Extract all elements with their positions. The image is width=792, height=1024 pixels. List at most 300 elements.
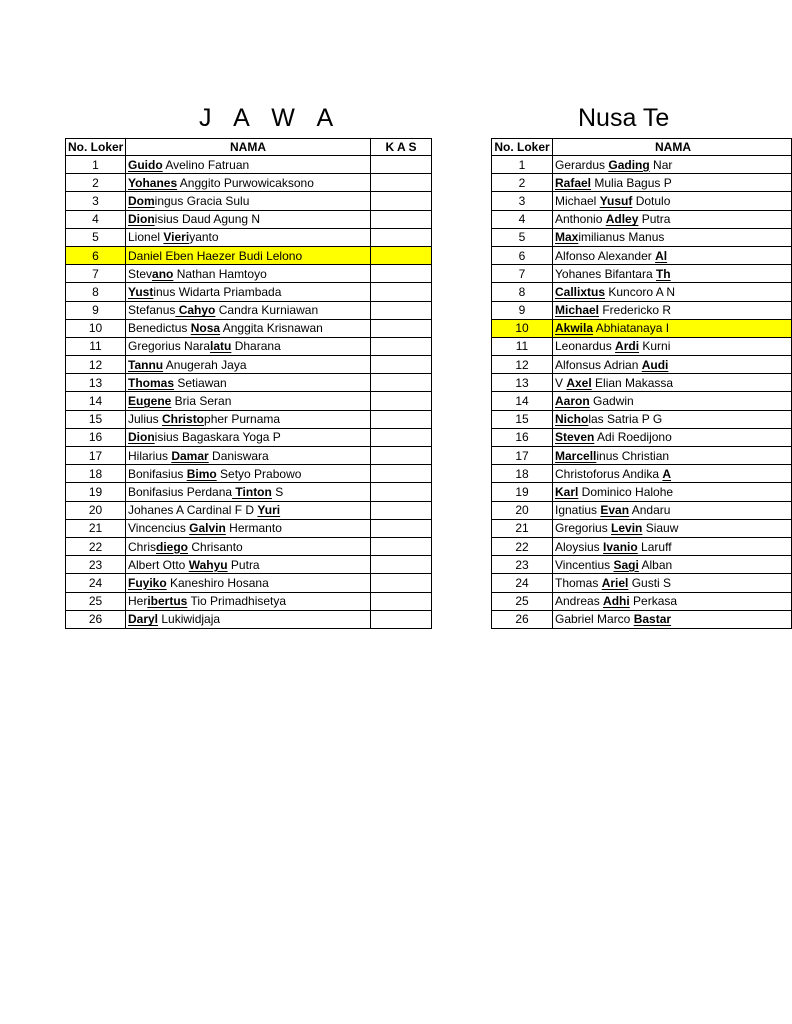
name-nickname-part: Callixtus <box>555 284 606 299</box>
table-row <box>492 246 792 264</box>
locker-number-cell[interactable]: 19 <box>66 483 126 501</box>
kas-cell[interactable] <box>371 374 432 392</box>
student-name-cell[interactable] <box>553 337 792 355</box>
name-nickname-part: Bastar <box>633 612 672 627</box>
student-name-cell[interactable] <box>126 192 371 210</box>
locker-number-cell[interactable]: 19 <box>492 483 553 501</box>
locker-number-cell[interactable]: 16 <box>492 428 553 446</box>
kas-cell[interactable] <box>371 483 432 501</box>
student-name-cell[interactable] <box>553 447 792 465</box>
name-text-part: Dharana <box>231 339 281 354</box>
table-row <box>66 447 432 465</box>
locker-number-cell[interactable]: 15 <box>492 410 553 428</box>
locker-number-cell[interactable]: 16 <box>66 428 126 446</box>
student-name-cell[interactable] <box>553 283 792 301</box>
name-nickname-part: Al <box>655 248 668 263</box>
name-nickname-part: Dion <box>128 430 155 445</box>
name-text-part: Fredericko R <box>599 303 672 318</box>
table-row <box>66 483 432 501</box>
name-text-part: V <box>555 375 567 390</box>
student-name-cell[interactable] <box>126 592 371 610</box>
name-text-part: Gregorius <box>555 521 612 536</box>
name-text-part: Gerardus <box>555 157 609 172</box>
student-name-cell[interactable] <box>553 301 792 319</box>
kas-cell[interactable] <box>371 174 432 192</box>
student-name-cell[interactable] <box>126 246 371 264</box>
kas-cell[interactable] <box>371 210 432 228</box>
kas-cell[interactable] <box>371 265 432 283</box>
table-row <box>66 283 432 301</box>
name-text-part: Tio Primadhisetya <box>187 594 287 609</box>
name-nickname-part: Karl <box>555 484 579 499</box>
table-row <box>492 501 792 519</box>
name-nickname-part: Yusuf <box>599 193 633 208</box>
table-row <box>66 465 432 483</box>
student-name-cell[interactable] <box>553 574 792 592</box>
kas-cell[interactable] <box>371 356 432 374</box>
name-text-part: Thomas <box>555 575 602 590</box>
table-row <box>492 465 792 483</box>
name-text-part: Hilarius <box>128 448 172 463</box>
table-row <box>492 228 792 246</box>
student-name-cell[interactable] <box>126 465 371 483</box>
table-row <box>492 556 792 574</box>
name-nickname-part: Guido <box>128 157 163 172</box>
kas-cell[interactable] <box>371 428 432 446</box>
student-name-cell[interactable] <box>553 410 792 428</box>
locker-number-cell[interactable]: 10 <box>492 319 553 337</box>
locker-number-cell[interactable]: 14 <box>66 392 126 410</box>
table-row <box>492 337 792 355</box>
name-nickname-part: Audi <box>641 357 669 372</box>
nusa-tenggara-title: Nusa Te <box>578 104 670 132</box>
student-name-cell[interactable] <box>553 374 792 392</box>
name-text-part: Ignatius <box>555 503 601 518</box>
locker-number-cell[interactable]: 11 <box>492 337 553 355</box>
name-text-part: imilianus Manus <box>578 230 665 245</box>
table-row <box>66 556 432 574</box>
name-text-part: Albert Otto <box>128 557 189 572</box>
table-row <box>492 392 792 410</box>
kas-cell[interactable] <box>371 574 432 592</box>
name-nickname-part: Bimo <box>186 466 217 481</box>
table-row <box>66 174 432 192</box>
student-name-cell[interactable] <box>553 465 792 483</box>
name-text-part: S <box>271 484 284 499</box>
name-text-part: Kurni <box>639 339 671 354</box>
name-text-part: Gabriel Marco <box>555 612 634 627</box>
kas-cell[interactable] <box>371 519 432 537</box>
student-name-cell[interactable] <box>553 483 792 501</box>
name-text-part: ingus Gracia Sulu <box>154 193 250 208</box>
student-name-cell[interactable] <box>553 156 792 174</box>
kas-cell[interactable] <box>371 283 432 301</box>
name-nickname-part: Daryl <box>128 612 159 627</box>
locker-number-cell[interactable]: 26 <box>492 610 553 628</box>
locker-number-cell[interactable]: 9 <box>66 301 126 319</box>
name-nickname-part: Michael <box>555 303 600 318</box>
name-text-part: Lionel <box>128 230 164 245</box>
jawa-title: J A W A <box>199 104 342 132</box>
name-nickname-part: A <box>662 466 672 481</box>
table-row <box>492 156 792 174</box>
name-nickname-part: Evan <box>600 503 630 518</box>
name-text-part: Putra <box>638 212 671 227</box>
locker-number-cell[interactable]: 3 <box>66 192 126 210</box>
locker-number-cell[interactable]: 17 <box>492 447 553 465</box>
student-name-cell[interactable] <box>553 519 792 537</box>
name-text-part: Anggito Purwowicaksono <box>177 175 314 190</box>
name-text-part: Chrisanto <box>188 539 243 554</box>
name-nickname-part: Aaron <box>555 394 590 409</box>
locker-number-cell[interactable]: 6 <box>66 246 126 264</box>
name-text-part: Dotulo <box>632 193 671 208</box>
student-name-cell[interactable] <box>126 574 371 592</box>
name-text-part: Johanes A Cardinal F D <box>128 503 258 518</box>
name-text-part: Anggita Krisnawan <box>220 321 323 336</box>
student-name-cell[interactable] <box>126 337 371 355</box>
table-row <box>66 410 432 428</box>
table-row <box>66 610 432 628</box>
locker-number-cell[interactable]: 21 <box>66 519 126 537</box>
name-text-part: Siauw <box>642 521 679 536</box>
table-row <box>66 210 432 228</box>
student-name-cell[interactable] <box>126 156 371 174</box>
name-text-part: Andreas <box>555 594 604 609</box>
name-nickname-part: Cahyo <box>175 303 216 318</box>
name-text-part: Vincentius <box>555 557 614 572</box>
student-name-cell[interactable] <box>126 519 371 537</box>
table-row <box>66 574 432 592</box>
name-nickname-part: diego <box>156 539 189 554</box>
locker-number-cell[interactable]: 10 <box>66 319 126 337</box>
table-row <box>66 374 432 392</box>
table-row <box>492 374 792 392</box>
student-name-cell[interactable] <box>553 428 792 446</box>
table-row <box>66 319 432 337</box>
table-row <box>66 301 432 319</box>
name-text-part: Putra <box>227 557 260 572</box>
student-name-cell[interactable] <box>126 210 371 228</box>
kas-cell[interactable] <box>371 447 432 465</box>
name-nickname-part: Sagi <box>613 557 639 572</box>
name-nickname-part: Akwila <box>555 321 594 336</box>
name-nickname-part: Yohanes <box>128 175 178 190</box>
locker-number-cell[interactable]: 25 <box>492 592 553 610</box>
name-nickname-part: Yust <box>128 284 154 299</box>
table-row <box>66 392 432 410</box>
name-nickname-part: Axel <box>566 375 592 390</box>
header-kas: K A S <box>371 139 432 156</box>
name-text-part: Elian Makassa <box>591 375 674 390</box>
kas-cell[interactable] <box>371 556 432 574</box>
table-row <box>66 337 432 355</box>
name-text-part: Stefanus <box>128 303 176 318</box>
student-name-cell[interactable] <box>126 410 371 428</box>
name-nickname-part: Yuri <box>257 503 281 518</box>
table-row <box>66 246 432 264</box>
table-row <box>492 174 792 192</box>
name-nickname-part: Vieri <box>163 230 190 245</box>
table-row <box>492 537 792 555</box>
name-nickname-part: Th <box>655 266 671 281</box>
table-row <box>492 592 792 610</box>
name-text-part: Perkasa <box>629 594 678 609</box>
locker-number-cell[interactable]: 7 <box>492 265 553 283</box>
kas-cell[interactable] <box>371 501 432 519</box>
locker-number-cell[interactable]: 12 <box>492 356 553 374</box>
name-nickname-part: Tinton <box>232 484 272 499</box>
table-row <box>492 283 792 301</box>
student-name-cell[interactable] <box>553 610 792 628</box>
name-text-part: Kaneshiro Hosana <box>166 575 269 590</box>
table-row <box>66 501 432 519</box>
kas-cell[interactable] <box>371 610 432 628</box>
locker-number-cell[interactable]: 20 <box>66 501 126 519</box>
table-row <box>492 319 792 337</box>
locker-number-cell[interactable]: 17 <box>66 447 126 465</box>
name-nickname-part: Thomas <box>128 375 175 390</box>
name-text-part: Gusti S <box>628 575 672 590</box>
name-nickname-part: Tannu <box>128 357 164 372</box>
locker-number-cell[interactable]: 1 <box>492 156 553 174</box>
locker-number-cell[interactable]: 24 <box>66 574 126 592</box>
student-name-cell[interactable] <box>126 228 371 246</box>
name-text-part: Alfonsus Adrian <box>555 357 642 372</box>
name-text-part: Candra Kurniawan <box>215 303 319 318</box>
name-nickname-part: Galvin <box>189 521 226 536</box>
name-text-part: pher Purnama <box>204 412 281 427</box>
name-text-part: isius Daud Agung N <box>154 212 261 227</box>
table-row <box>492 301 792 319</box>
locker-number-cell[interactable]: 3 <box>492 192 553 210</box>
table-row <box>492 210 792 228</box>
locker-number-cell[interactable]: 8 <box>66 283 126 301</box>
name-text-part: Leonardus <box>555 339 616 354</box>
name-text-part: Stev <box>128 266 153 281</box>
table-row <box>66 228 432 246</box>
student-name-cell[interactable] <box>553 501 792 519</box>
student-name-cell[interactable] <box>126 610 371 628</box>
locker-number-cell[interactable]: 2 <box>66 174 126 192</box>
table-row <box>66 592 432 610</box>
student-name-cell[interactable] <box>126 283 371 301</box>
student-name-cell[interactable] <box>126 556 371 574</box>
kas-cell[interactable] <box>371 192 432 210</box>
name-text-part: Anthonio <box>555 212 606 227</box>
locker-number-cell[interactable]: 4 <box>492 210 553 228</box>
name-nickname-part: Ivanio <box>603 539 638 554</box>
table-row <box>66 192 432 210</box>
table-row <box>66 356 432 374</box>
locker-number-cell[interactable]: 25 <box>66 592 126 610</box>
kas-cell[interactable] <box>371 156 432 174</box>
name-text-part: Anugerah Jaya <box>163 357 247 372</box>
student-name-cell[interactable] <box>126 447 371 465</box>
name-nickname-part: Gading <box>608 157 650 172</box>
locker-number-cell[interactable]: 8 <box>492 283 553 301</box>
student-name-cell[interactable] <box>126 392 371 410</box>
kas-cell[interactable] <box>371 337 432 355</box>
student-name-cell[interactable] <box>126 174 371 192</box>
locker-number-cell[interactable]: 15 <box>66 410 126 428</box>
name-nickname-part: Rafael <box>555 175 592 190</box>
name-text-part: Daniel Eben Haezer Budi Lelono <box>128 248 303 263</box>
student-name-cell[interactable] <box>126 319 371 337</box>
student-name-cell[interactable] <box>553 210 792 228</box>
kas-cell[interactable] <box>371 319 432 337</box>
name-text-part: inus Christian <box>596 448 670 463</box>
locker-number-cell[interactable]: 2 <box>492 174 553 192</box>
student-name-cell[interactable] <box>553 537 792 555</box>
table-row <box>492 574 792 592</box>
name-text-part: Dominico Halohe <box>578 484 674 499</box>
student-name-cell[interactable] <box>126 265 371 283</box>
locker-number-cell[interactable]: 1 <box>66 156 126 174</box>
name-text-part: Chris <box>128 539 157 554</box>
name-nickname-part: Fuyiko <box>128 575 167 590</box>
table-row <box>66 265 432 283</box>
locker-number-cell[interactable]: 5 <box>492 228 553 246</box>
name-text-part: Gregorius Nara <box>128 339 211 354</box>
student-name-cell[interactable] <box>553 556 792 574</box>
locker-number-cell[interactable]: 22 <box>492 537 553 555</box>
header-name: NAMA <box>126 139 371 156</box>
name-text-part: Setiawan <box>174 375 227 390</box>
locker-number-cell[interactable]: 21 <box>492 519 553 537</box>
table-row <box>492 483 792 501</box>
table-row <box>492 519 792 537</box>
name-nickname-part: Damar <box>171 448 209 463</box>
name-text-part: yanto <box>189 230 219 245</box>
locker-number-cell[interactable]: 12 <box>66 356 126 374</box>
locker-number-cell[interactable]: 13 <box>66 374 126 392</box>
name-text-part: Mulia Bagus P <box>591 175 672 190</box>
kas-cell[interactable] <box>371 246 432 264</box>
kas-cell[interactable] <box>371 410 432 428</box>
name-text-part: Adi Roedijono <box>594 430 672 445</box>
locker-number-cell[interactable]: 9 <box>492 301 553 319</box>
header-name: NAMA <box>553 139 792 156</box>
kas-cell[interactable] <box>371 537 432 555</box>
table-row <box>492 265 792 283</box>
name-text-part: Bria Seran <box>171 394 232 409</box>
locker-number-cell[interactable]: 13 <box>492 374 553 392</box>
student-name-cell[interactable] <box>126 537 371 555</box>
locker-number-cell[interactable]: 24 <box>492 574 553 592</box>
table-row <box>66 519 432 537</box>
student-name-cell[interactable] <box>553 228 792 246</box>
student-name-cell[interactable] <box>553 356 792 374</box>
student-name-cell[interactable] <box>553 246 792 264</box>
name-text-part: Michael <box>555 193 600 208</box>
student-name-cell[interactable] <box>126 501 371 519</box>
name-text-part: Avelino Fatruan <box>162 157 250 172</box>
name-text-part: inus Widarta Priambada <box>153 284 282 299</box>
name-nickname-part: Ardi <box>615 339 640 354</box>
student-name-cell[interactable] <box>553 592 792 610</box>
name-nickname-part: Wahyu <box>188 557 228 572</box>
name-text-part: Vincencius <box>128 521 190 536</box>
table-row <box>66 156 432 174</box>
header-locker-no: No. Loker <box>492 139 553 156</box>
locker-number-cell[interactable]: 20 <box>492 501 553 519</box>
student-name-cell[interactable] <box>126 374 371 392</box>
locker-number-cell[interactable]: 6 <box>492 246 553 264</box>
name-text-part: Yohanes Bifantara <box>555 266 656 281</box>
name-nickname-part: Nosa <box>190 321 221 336</box>
jawa-locker-table <box>65 138 432 629</box>
kas-cell[interactable] <box>371 301 432 319</box>
locker-number-cell[interactable]: 23 <box>66 556 126 574</box>
table-row <box>492 428 792 446</box>
name-nickname-part: Adhi <box>603 594 630 609</box>
locker-number-cell[interactable]: 4 <box>66 210 126 228</box>
name-nickname-part: Max <box>555 230 579 245</box>
student-name-cell[interactable] <box>126 483 371 501</box>
kas-cell[interactable] <box>371 592 432 610</box>
kas-cell[interactable] <box>371 465 432 483</box>
locker-number-cell[interactable]: 23 <box>492 556 553 574</box>
student-name-cell[interactable] <box>126 301 371 319</box>
student-name-cell[interactable] <box>553 174 792 192</box>
locker-number-cell[interactable]: 18 <box>66 465 126 483</box>
table-row <box>66 537 432 555</box>
name-text-part: Alban <box>638 557 673 572</box>
kas-cell[interactable] <box>371 228 432 246</box>
name-text-part: Julius <box>128 412 163 427</box>
locker-number-cell[interactable]: 11 <box>66 337 126 355</box>
locker-number-cell[interactable]: 18 <box>492 465 553 483</box>
table-row <box>66 428 432 446</box>
name-text-part: Bonifasius <box>128 466 187 481</box>
name-text-part: Nar <box>649 157 673 172</box>
name-text-part: Laruff <box>637 539 672 554</box>
student-name-cell[interactable] <box>553 265 792 283</box>
locker-number-cell[interactable]: 5 <box>66 228 126 246</box>
locker-number-cell[interactable]: 14 <box>492 392 553 410</box>
name-text-part: Her <box>128 594 148 609</box>
student-name-cell[interactable] <box>553 192 792 210</box>
name-text-part: Christoforus Andika <box>555 466 663 481</box>
name-nickname-part: Eugene <box>128 394 172 409</box>
student-name-cell[interactable] <box>553 392 792 410</box>
student-name-cell[interactable] <box>126 356 371 374</box>
locker-number-cell[interactable]: 22 <box>66 537 126 555</box>
name-text-part: Lukiwidjaja <box>158 612 221 627</box>
name-text-part: Aloysius <box>555 539 604 554</box>
name-nickname-part: Adley <box>605 212 639 227</box>
locker-number-cell[interactable]: 26 <box>66 610 126 628</box>
name-text-part: Gadwin <box>589 394 634 409</box>
name-nickname-part: Christo <box>162 412 205 427</box>
locker-number-cell[interactable]: 7 <box>66 265 126 283</box>
name-text-part: Alfonso Alexander <box>555 248 656 263</box>
name-nickname-part: Nicho <box>555 412 589 427</box>
table-row <box>492 610 792 628</box>
table-row <box>492 192 792 210</box>
table-row <box>492 356 792 374</box>
name-nickname-part: Dom <box>128 193 155 208</box>
name-text-part: Nathan Hamtoyo <box>173 266 267 281</box>
student-name-cell[interactable] <box>553 319 792 337</box>
student-name-cell[interactable] <box>126 428 371 446</box>
kas-cell[interactable] <box>371 392 432 410</box>
name-text-part: Andaru <box>629 503 671 518</box>
name-text-part: Daniswara <box>208 448 269 463</box>
name-nickname-part: ibertus <box>147 594 188 609</box>
name-text-part: Kuncoro A N <box>605 284 676 299</box>
